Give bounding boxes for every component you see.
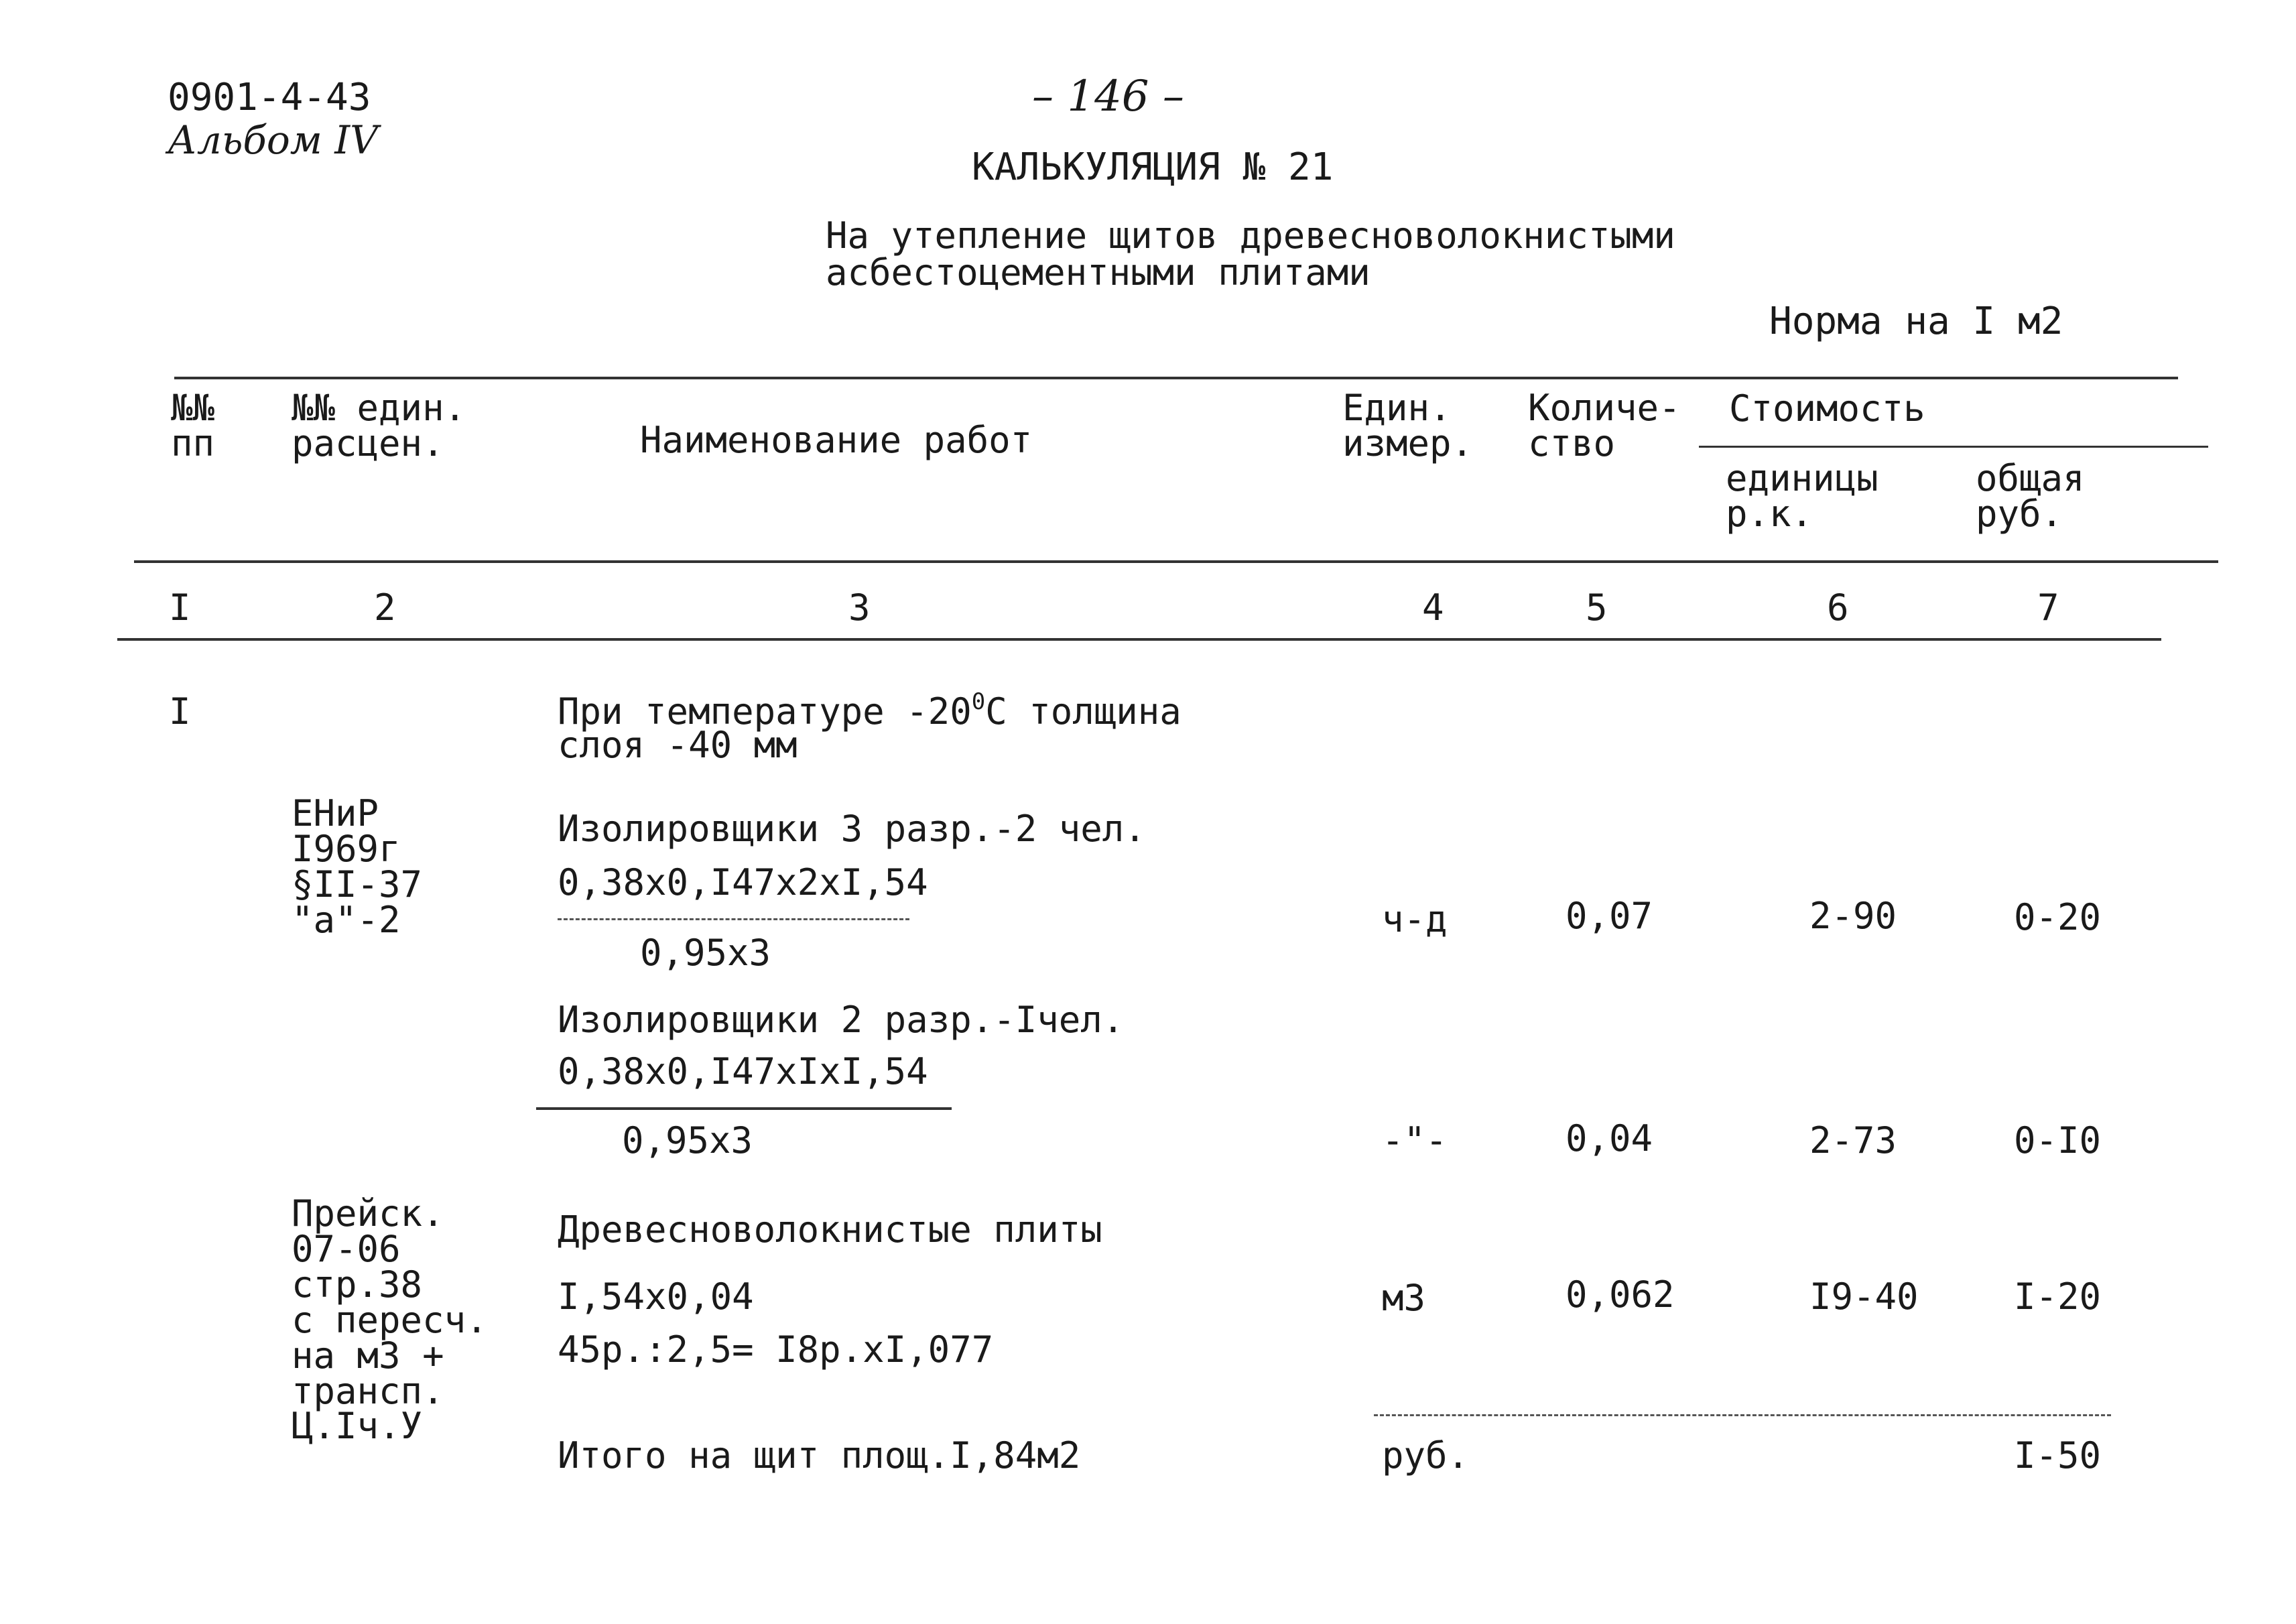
subtitle-line-2: асбестоцементными плитами <box>826 251 1370 294</box>
total-cost-row-3: I-20 <box>2014 1275 2102 1318</box>
formula-denominator-row-2: 0,95х3 <box>622 1119 753 1162</box>
header-bottom-rule <box>134 560 2218 563</box>
unit-row-1: ч-д <box>1382 898 1448 940</box>
fraction-line-row-1 <box>558 918 909 920</box>
header-cost-unit: единицы р.к. <box>1726 457 1878 535</box>
column-number-4: 4 <box>1422 586 1444 629</box>
unit-cost-row-1: 2-90 <box>1809 895 1897 937</box>
cost-split-rule <box>1699 446 2208 448</box>
album-label: Альбом IV <box>168 117 379 163</box>
total-unit: руб. <box>1382 1434 1470 1477</box>
total-label: Итого на щит площ.I,84м2 <box>558 1434 1081 1477</box>
section-title-line-2: слоя -40 мм <box>558 724 798 766</box>
unit-cost-row-3: I9-40 <box>1809 1275 1919 1318</box>
degree-superscript: 0 <box>971 688 986 715</box>
work-name-row-1: Изолировщики 3 разр.-2 чел. <box>558 808 1146 850</box>
quantity-row-1: 0,07 <box>1566 895 1653 937</box>
formula-denominator-row-1: 0,95х3 <box>640 932 771 974</box>
section-title-post: С толщина <box>985 690 1182 733</box>
total-separator-rule <box>1374 1414 2111 1416</box>
section-number: I <box>169 690 191 733</box>
grand-total: I-50 <box>2014 1434 2102 1477</box>
unit-row-3: м3 <box>1382 1277 1426 1319</box>
table-top-rule <box>174 377 2178 379</box>
header-cost-total: общая руб. <box>1976 457 2085 535</box>
page-number: – 146 – <box>1032 72 1184 121</box>
norm-label: Норма на I м2 <box>1769 300 2063 343</box>
quantity-row-2: 0,04 <box>1566 1117 1653 1160</box>
work-name-row-3: Древесноволокнистые плиты <box>558 1208 1102 1251</box>
header-row-number: №№ пп <box>171 387 215 464</box>
fraction-line-row-2 <box>536 1107 952 1110</box>
formula-numerator-row-2: 0,38х0,I47хIхI,54 <box>558 1050 928 1092</box>
column-number-7: 7 <box>2037 586 2059 629</box>
column-number-5: 5 <box>1586 586 1608 629</box>
quantity-row-3: 0,062 <box>1566 1273 1675 1316</box>
calculation-title: КАЛЬКУЛЯЦИЯ № 21 <box>972 145 1334 189</box>
numbers-bottom-rule <box>117 638 2161 641</box>
column-number-6: 6 <box>1827 586 1849 629</box>
column-number-3: 3 <box>848 586 871 629</box>
header-work-name: Наименование работ <box>640 419 1033 461</box>
header-unit: Един. измер. <box>1342 387 1474 464</box>
unit-row-2: -"- <box>1382 1119 1448 1162</box>
calculation-line-2-row-3: 45р.:2,5= I8р.хI,077 <box>558 1328 994 1371</box>
total-cost-row-2: 0-I0 <box>2014 1119 2102 1162</box>
rate-reference-row-3: Прейск. 07-06 стр.38 с пересч. на м3 + трансп. Ц.Iч.У <box>292 1192 488 1448</box>
formula-numerator-row-1: 0,38х0,I47х2хI,54 <box>558 861 928 903</box>
work-name-row-2: Изолировщики 2 разр.-Iчел. <box>558 999 1125 1041</box>
column-number-1: I <box>169 586 191 629</box>
calculation-line-1-row-3: I,54х0,04 <box>558 1275 754 1318</box>
column-number-2: 2 <box>374 586 396 629</box>
section-title-pre: При температуре -20 <box>558 690 972 733</box>
total-cost-row-1: 0-20 <box>2014 896 2102 938</box>
header-cost: Стоимость <box>1729 387 1925 430</box>
header-rate-reference: №№ един. расцен. <box>292 387 466 464</box>
unit-cost-row-2: 2-73 <box>1809 1119 1897 1162</box>
rate-reference-row-1: ЕНиР I969г §II-37 "а"-2 <box>292 792 423 941</box>
document-code: 0901-4-43 <box>168 76 371 119</box>
header-quantity: Количе- ство <box>1528 387 1681 464</box>
subtitle-line-1: На утепление щитов древесноволокнистыми <box>826 214 1675 257</box>
